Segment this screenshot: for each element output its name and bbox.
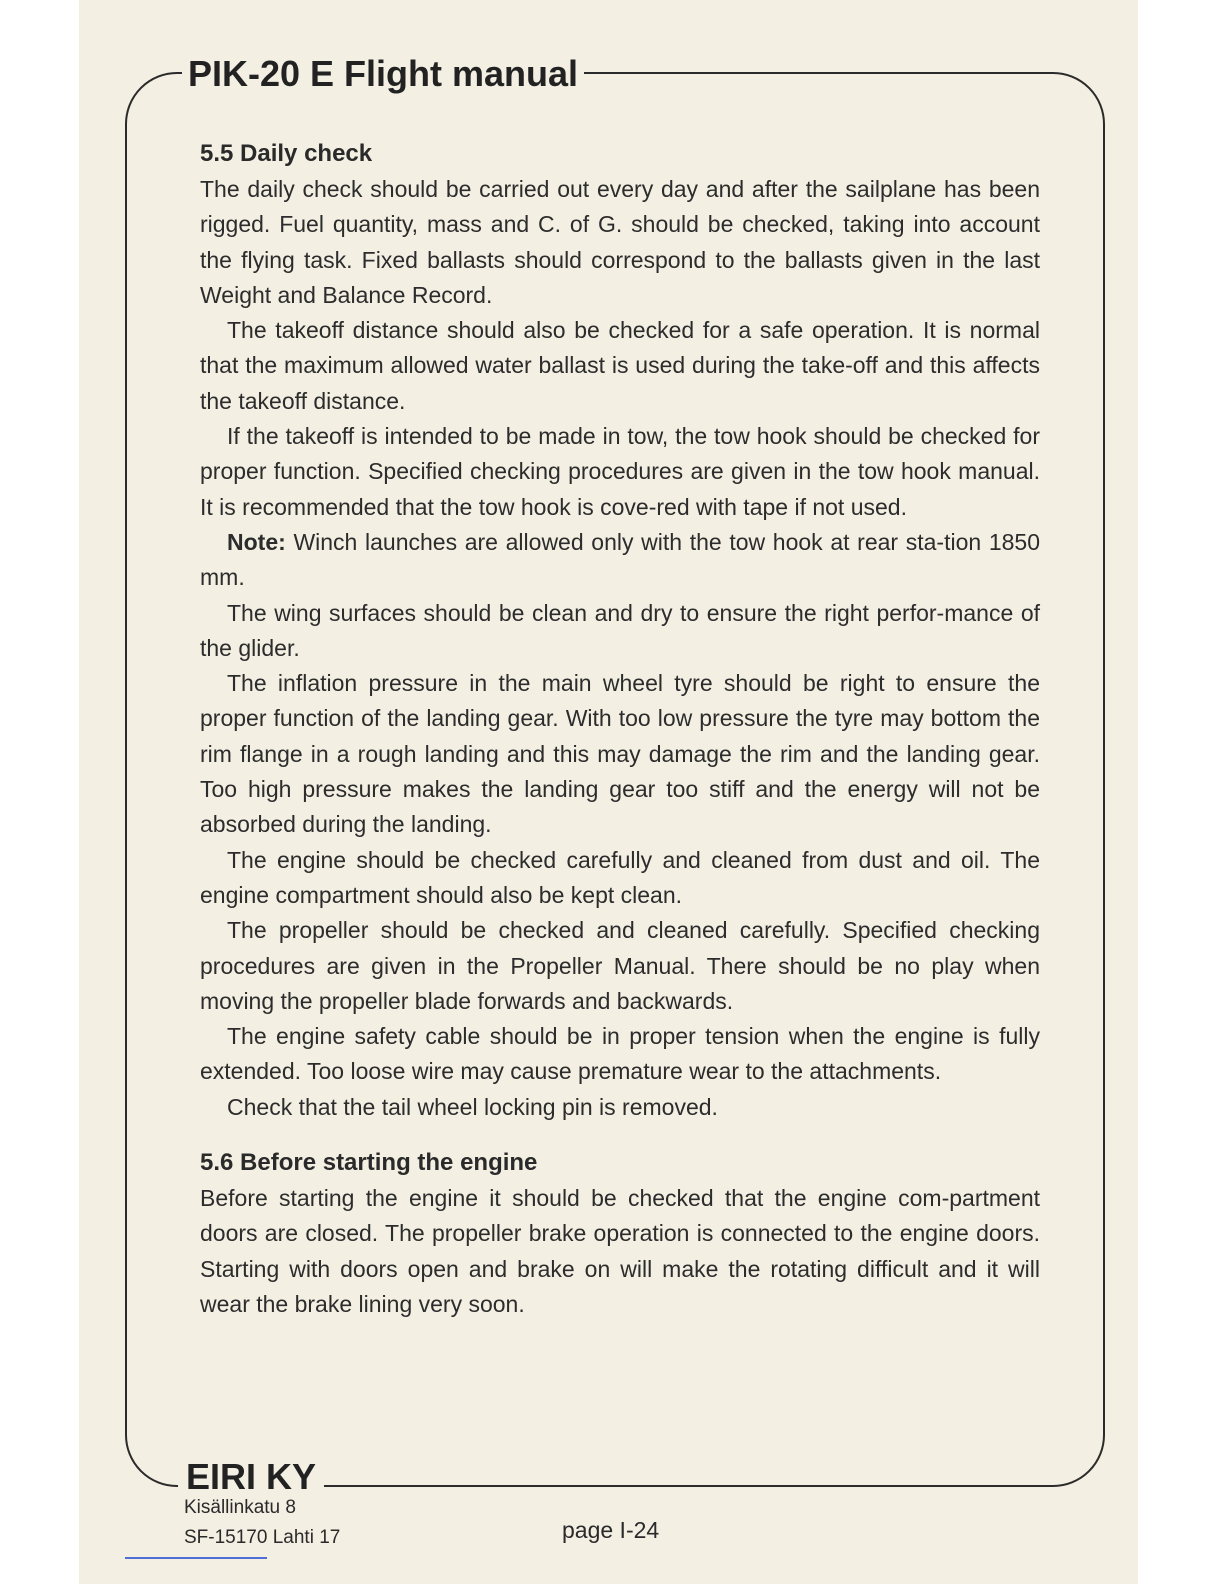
winch-note-paragraph bbox=[200, 525, 1040, 596]
safety-cable-paragraph: The engine safety cable should be in proper tension when the engine is fully extended. Too loose wire may cause premature wear to the attachments. bbox=[200, 1023, 1040, 1085]
link-underline bbox=[125, 1557, 267, 1559]
takeoff-distance-paragraph: The takeoff distance should also be checked for a safe operation. It is normal that the maximum allowed water ballast is used during the take-off and this affects the takeoff distance. bbox=[200, 317, 1040, 414]
tow-hook-paragraph: If the takeoff is intended to be made in tow, the tow hook should be checked for proper function. Specified checking procedures are given in the tow hook manual. It is recommended that the tow hook is cove-red with tape if not used. bbox=[200, 423, 1040, 520]
note-label: Note: bbox=[227, 528, 286, 555]
note-text: Winch launches are allowed only with the tow hook at rear sta-tion 1850 mm. bbox=[200, 528, 1040, 591]
section-heading-daily-check: 5.5 Daily check bbox=[200, 140, 373, 167]
engine-check-paragraph: The engine should be checked carefully and cleaned from dust and oil. The engine compartment should also be kept clean. bbox=[200, 846, 1040, 908]
wing-surfaces-paragraph: The wing surfaces should be clean and dry to ensure the right perfor-mance of the glider. bbox=[200, 599, 1040, 661]
page-content bbox=[200, 136, 1040, 1322]
manual-title: PIK-20 E Flight manual bbox=[182, 52, 584, 96]
propeller-check-paragraph: The propeller should be checked and cleaned carefully. Specified checking procedures are given in the Propeller Manual. There should be no play when moving the propeller blade forwards and backwards. bbox=[200, 917, 1040, 1014]
company-name: EIRI KY bbox=[178, 1455, 324, 1499]
tail-wheel-paragraph: Check that the tail wheel locking pin is removed. bbox=[227, 1093, 718, 1120]
before-starting-paragraph: Before starting the engine it should be checked that the engine com-partment doors are closed. The propeller brake operation is connected to the engine doors. Starting with doors open and brake on will make the rotating difficult and it will wear the brake lining very soon. bbox=[200, 1185, 1040, 1317]
page-number: page I-24 bbox=[562, 1517, 660, 1543]
section-heading-before-starting-engine: 5.6 Before starting the engine bbox=[200, 1149, 538, 1177]
address-street: Kisällinkatu 8 bbox=[184, 1497, 296, 1518]
address-city: SF-15170 Lahti 17 bbox=[184, 1527, 341, 1548]
tyre-pressure-paragraph: The inflation pressure in the main wheel tyre should be right to ensure the proper function of the landing gear. With too low pressure the tyre may bottom the rim flange in a rough landing and this may damage the rim and the landing gear. Too high pressure makes the landing gear too stiff and the energy will not be absorbed during the landing. bbox=[200, 670, 1040, 838]
daily-check-paragraph: The daily check should be carried out every day and after the sailplane has been rigged. Fuel quantity, mass and C. of G. should be checked, taking into account the flying task. Fixed ballasts should correspond to the ballasts given in the last Weight and Balance Record. bbox=[200, 176, 1040, 308]
